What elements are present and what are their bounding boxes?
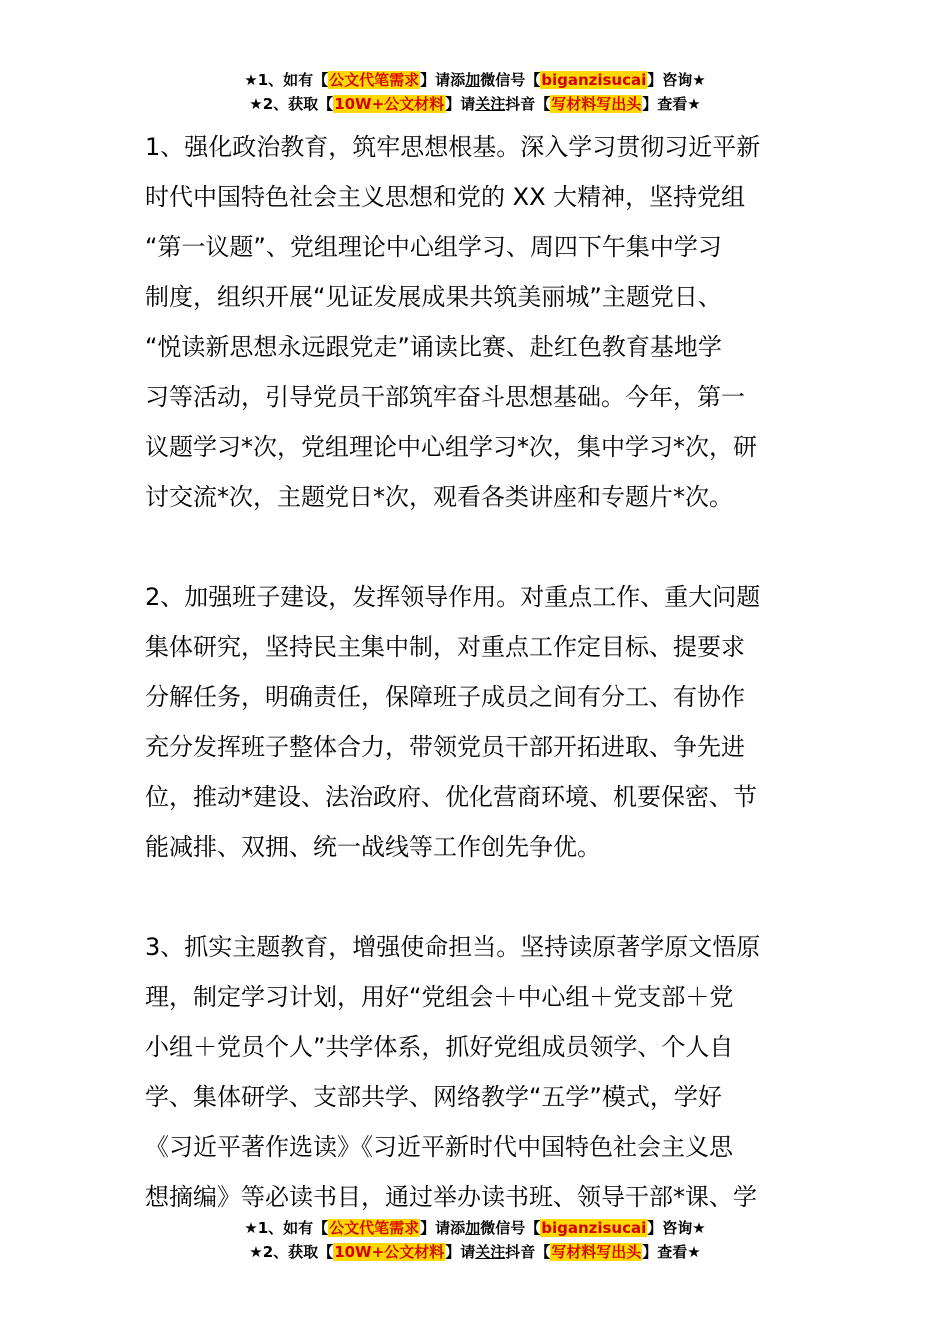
text-line: 3、抓实主题教育，增强使命担当。坚持读原著学原文悟原 — [145, 933, 761, 961]
banner-highlight: biganzisucai — [541, 71, 647, 89]
banner-highlight: 10W+公文材料 — [334, 1243, 445, 1261]
text-line: 制度，组织开展“见证发展成果共筑美丽城”主题党日、 — [145, 283, 722, 311]
banner-text: ★1、如有【 — [244, 1219, 329, 1237]
banner-underline: 加 — [465, 71, 481, 89]
banner-highlight: 10W+公文材料 — [334, 95, 445, 113]
banner-line-2 — [0, 1240, 950, 1264]
banner-text: 微信号【 — [480, 1219, 541, 1237]
text-line: 理，制定学习计划，用好“党组会＋中心组＋党支部＋党 — [145, 983, 734, 1011]
banner-text: ★2、获取【 — [249, 95, 334, 113]
text-line: 学、集体研学、支部共学、网络教学“五学”模式，学好 — [145, 1083, 722, 1111]
header-banner — [0, 68, 950, 116]
text-line: 《习近平著作选读》《习近平新时代中国特色社会主义思 — [145, 1133, 733, 1161]
text-line: 分解任务，明确责任，保障班子成员之间有分工、有协作 — [145, 683, 745, 711]
text-line: 讨交流*次，主题党日*次，观看各类讲座和专题片*次。 — [145, 483, 733, 511]
text-line: 小组＋党员个人”共学体系，抓好党组成员领学、个人自 — [145, 1033, 734, 1061]
text-line: 习等活动，引导党员干部筑牢奋斗思想基础。今年，第一 — [145, 383, 745, 411]
banner-underline: 加 — [465, 1219, 481, 1237]
banner-highlight: 公文代笔需求 — [329, 71, 420, 89]
text-line: 位，推动*建设、法治政府、优化营商环境、机要保密、节 — [145, 783, 757, 811]
text-line: 能减排、双拥、统一战线等工作创先争优。 — [145, 833, 601, 861]
text-line: “悦读新思想永远跟党走”诵读比赛、赴红色教育基地学 — [145, 333, 722, 361]
text-line: 充分发挥班子整体合力，带领党员干部开拓进取、争先进 — [145, 733, 745, 761]
banner-text: ★1、如有【 — [244, 71, 329, 89]
text-line: 2、加强班子建设，发挥领导作用。对重点工作、重大问题 — [145, 583, 761, 611]
banner-text: 】请 — [445, 1243, 476, 1261]
banner-text: 】请添 — [420, 1219, 466, 1237]
banner-highlight: 写材料写出头 — [551, 1243, 642, 1261]
banner-line-2 — [0, 92, 950, 116]
paragraph-1 — [145, 122, 810, 522]
text-line: 时代中国特色社会主义思想和党的 XX 大精神，坚持党组 — [145, 183, 746, 211]
text-line: 1、强化政治教育，筑牢思想根基。深入学习贯彻习近平新 — [145, 133, 761, 161]
banner-text: 】查看★ — [642, 95, 701, 113]
banner-text: 】咨询★ — [647, 71, 706, 89]
banner-text: ★2、获取【 — [249, 1243, 334, 1261]
text-line: 议题学习*次，党组理论中心组学习*次，集中学习*次，研 — [145, 433, 757, 461]
text-line: 集体研究，坚持民主集中制，对重点工作定目标、提要求 — [145, 633, 745, 661]
banner-text: 微信号【 — [480, 71, 541, 89]
banner-line-1 — [0, 1216, 950, 1240]
document-body — [145, 122, 810, 1222]
text-line: 想摘编》等必读书目，通过举办读书班、领导干部*课、学 — [145, 1183, 757, 1211]
banner-underline: 关注 — [475, 1243, 506, 1261]
banner-highlight: 公文代笔需求 — [329, 1219, 420, 1237]
paragraph-3 — [145, 922, 810, 1222]
banner-line-1 — [0, 68, 950, 92]
banner-text: 】查看★ — [642, 1243, 701, 1261]
text-line: “第一议题”、党组理论中心组学习、周四下午集中学习 — [145, 233, 722, 261]
banner-text: 】咨询★ — [647, 1219, 706, 1237]
paragraph-2 — [145, 572, 810, 872]
banner-text: 】请 — [445, 95, 476, 113]
banner-highlight: biganzisucai — [541, 1219, 647, 1237]
banner-highlight: 写材料写出头 — [551, 95, 642, 113]
footer-banner — [0, 1216, 950, 1264]
banner-underline: 关注 — [475, 95, 506, 113]
banner-text: 】请添 — [420, 71, 466, 89]
banner-text: 抖音【 — [505, 95, 551, 113]
banner-text: 抖音【 — [505, 1243, 551, 1261]
